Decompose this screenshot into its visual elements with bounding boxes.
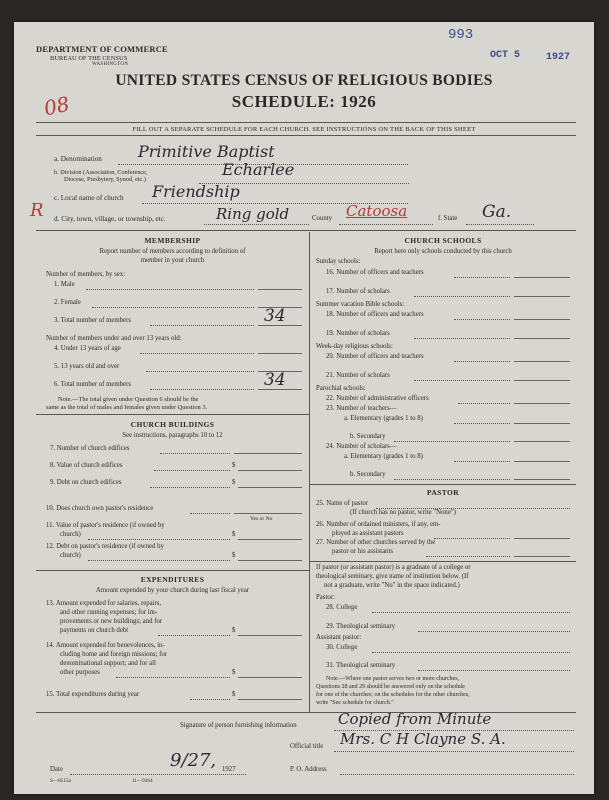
q9-answer-line [238,487,302,488]
q27-answer-line [514,556,570,557]
q4-under-13-label: 4. Under 13 years of age [54,345,121,352]
expenditures-heading: EXPENDITURES [140,575,205,584]
yes-no-hint: Yes or No [250,516,273,522]
denomination-label: a. Denomination [54,155,102,163]
stamp-date: OCT 5 [490,50,521,61]
q30-answer-line [372,652,570,653]
leader-dots [88,560,230,561]
leader-dots [414,380,510,381]
q23b-label: b. Secondary [350,433,386,440]
pastor-label: Pastor: [316,594,335,601]
leader-dots [150,487,230,488]
expenditures-subheading: Amount expended by your church during last fiscal year [95,587,250,594]
members-by-sex-label: Number of members, by sex: [46,271,126,278]
q20-answer-line [514,361,570,362]
q24b-answer-line [514,479,570,480]
church-name-label: c. Local name of church [54,194,124,202]
q18-answer-line [514,319,570,320]
schools-heading: CHURCH SCHOOLS [404,236,482,245]
q31-label: 31. Theological seminary [326,662,396,669]
stamp-number: 993 [448,27,474,43]
q25-label: 25. Name of pastor [316,500,369,507]
q19-answer-line [514,338,570,339]
division-value: Echarlee [222,160,295,179]
graduate-instruction-3: not a graduate, write "No" in the space indicated.) [324,582,460,589]
q29-label: 29. Theological seminary [326,623,396,630]
leader-dots [150,325,254,326]
q13-label-4: payments on church debt [60,627,129,634]
q24a-answer-line [514,461,570,462]
q11-value-label-2: church) [60,531,81,538]
divider [36,414,309,415]
q30-label: 30. College [326,644,358,651]
q13-answer-line [238,635,302,636]
q29-answer-line [418,631,570,632]
q23a-answer-line [514,423,570,424]
form-instruction: FILL OUT A SEPARATE SCHEDULE FOR EACH CHURCH. SEE INSTRUCTIONS ON THE BACK OF THIS SHEET [132,126,476,133]
form-code: S—8515a [50,778,71,784]
q15-dollar: $ [232,691,236,698]
q20-label: 20. Number of officers and teachers [326,353,424,360]
divider [36,230,576,231]
q4-answer-line [258,353,302,354]
q12-debt-label-2: church) [60,552,81,559]
leader-dots [434,538,510,539]
buildings-subheading: See instructions, paragraphs 10 to 12 [122,432,223,439]
q26-answer-line [514,538,570,539]
weekday-schools-label: Week-day religious schools: [316,343,393,350]
q14-dollar: $ [232,669,236,676]
q31-answer-line [418,670,570,671]
q11-dollar: $ [232,531,236,538]
q7-edifices-label: 7. Number of church edifices [50,445,130,452]
membership-note-2: same as the total of males and females given under Question 3. [46,404,208,411]
leader-dots [414,338,510,339]
q13-dollar: $ [232,627,236,634]
leader-dots [158,635,230,636]
leader-dots [190,699,230,700]
date-line [70,774,246,775]
q21-label: 21. Number of scholars [326,372,390,379]
q26-label: 26. Number of ordained ministers, if any, em- [316,521,441,528]
department-name: DEPARTMENT OF COMMERCE [36,44,168,54]
sunday-schools-label: Sunday schools: [316,258,361,265]
red-annotation-top: 08 [41,91,72,121]
q26-label-2: ployed as assistant pastors [332,530,404,537]
q11-answer-line [238,539,302,540]
q21-answer-line [514,380,570,381]
city-line [204,224,309,225]
q23a-label: a. Elementary (grades 1 to 8) [344,415,423,422]
q8-value-label: 8. Value of church edifices [50,462,123,469]
red-annotation-side: R [30,200,44,221]
q15-answer-line [238,699,302,700]
q1-answer-line [258,289,302,290]
state-label: f. State [438,215,458,222]
divider [310,561,576,562]
q10-residence-label: 10. Does church own pastor's residence [46,505,154,512]
schools-subheading: Report here only schools conducted by this church [374,248,512,255]
divider [36,712,576,713]
leader-dots [394,441,510,442]
pastor-heading: PASTOR [426,488,460,497]
q23-label: 23. Number of teachers— [326,405,397,412]
q16-label: 16. Number of officers and teachers [326,269,424,276]
church-name-value: Friendship [152,182,240,201]
date-value: 9/27, [170,750,217,771]
leader-dots [414,296,510,297]
pastor-note-3: for one of the churches; on the schedules for the other churches, [316,692,470,698]
signature-label: Signature of person furnishing information [180,722,297,729]
q14-label-3: denominational support; and for all [60,660,156,667]
stamp-year: 1927 [546,52,571,63]
summer-schools-label: Summer vacation Bible schools: [316,301,405,308]
q27-label: 27. Number of other churches served by the [316,539,436,546]
address-label: P. O. Address [290,766,327,773]
q12-debt-label: 12. Debt on pastor's residence (if owned by [46,543,164,550]
bureau-city: WASHINGTON [92,62,129,67]
city-label: d. City, town, village, or township, etc. [54,215,166,223]
leader-dots [160,453,230,454]
graduate-instruction-2: theological seminary, give name of institution below. (If [316,573,469,580]
assistant-pastor-label: Assistant pastor: [316,634,362,641]
q22-label: 22. Number of administrative officers [326,395,429,402]
date-label: Date [50,766,63,773]
leader-dots [454,423,510,424]
membership-subheading-2: member in your church [140,257,205,264]
q28-label: 28. College [326,604,358,611]
q16-answer-line [514,277,570,278]
q9-dollar: $ [232,479,236,486]
graduate-instruction: If pastor (or assistant pastor) is a graduate of a college or [316,564,471,571]
q19-label: 19. Number of scholars [326,330,390,337]
q23b-answer-line [514,441,570,442]
q13-label: 13. Amount expended for salaries, repairs, [46,600,162,607]
leader-dots [454,461,510,462]
official-title-value: Mrs. C H Clayne S. A. [340,730,506,748]
date-year: 1927 [222,766,236,773]
leader-dots [92,307,254,308]
q17-answer-line [514,296,570,297]
denomination-value: Primitive Baptist [138,142,275,161]
pastor-note-2: Questions 28 and 29 should be answered only on the schedule [316,684,465,690]
pastor-note: Note.—Where one pastor serves two or more churches, [326,676,460,682]
division-label-2: Diocese, Presbytery, Synod, etc.) [64,176,146,183]
column-divider [309,232,310,712]
q9-debt-label: 9. Debt on church edifices [50,479,122,486]
divider [36,122,576,123]
q8-answer-line [238,470,302,471]
q3-total-value: 34 [264,306,286,326]
q24-label: 24. Number of scholars— [326,443,397,450]
census-schedule-form [14,22,594,794]
q5-over-13-label: 5. 13 years old and over [54,363,120,370]
leader-dots [190,513,230,514]
q14-label-4: other purposes [60,669,100,676]
leader-dots [426,556,510,557]
leader-dots [458,403,510,404]
q15-label: 15. Total expenditures during year [46,691,140,698]
q1-male-label: 1. Male [54,281,75,288]
q6-total-value: 34 [264,370,286,390]
divider [36,570,309,571]
form-subtitle: SCHEDULE: 1926 [231,92,377,111]
pastor-note-4: write "See schedule for church." [316,700,394,706]
county-value: Catoosa [346,202,408,220]
q8-dollar: $ [232,462,236,469]
membership-subheading: Report number of members according to definition of [99,248,246,255]
q14-label-2: cluding home and foreign missions; for [60,651,168,658]
q22-answer-line [514,403,570,404]
signature-value: Copied from Minute [338,710,492,728]
q28-answer-line [372,612,570,613]
q12-dollar: $ [232,552,236,559]
official-title-label: Official title [290,743,324,750]
q18-label: 18. Number of officers and teachers [326,311,424,318]
q24a-label: a. Elementary (grades 1 to 8) [344,453,423,460]
state-line [466,224,534,225]
address-line [340,774,574,775]
parochial-schools-label: Parochial schools: [316,385,366,392]
membership-heading: MEMBERSHIP [144,236,201,245]
q14-answer-line [238,677,302,678]
leader-dots [146,371,254,372]
q10-answer-line [234,513,302,514]
q6-total-label: 6. Total number of members [54,381,131,388]
q2-female-label: 2. Female [54,299,81,306]
leader-dots [88,539,230,540]
county-label: County [312,215,333,222]
q13-label-2: and other running expenses; for im- [60,609,158,616]
leader-dots [454,319,510,320]
bureau-name: BUREAU OF THE CENSUS [50,55,128,62]
q7-answer-line [234,453,302,454]
leader-dots [140,353,254,354]
q12-answer-line [238,560,302,561]
leader-dots [454,361,510,362]
q3-total-label: 3. Total number of members [54,317,131,324]
print-code: 11—9364 [132,778,153,784]
city-value: Ring gold [216,205,290,223]
buildings-heading: CHURCH BUILDINGS [130,420,215,429]
q25-note: (If church has no pastor, write "None") [350,509,456,516]
divider [36,135,576,136]
q14-label: 14. Amount expended for benevolences, in- [46,642,165,649]
q27-label-2: pastor or his assistants [332,548,393,555]
q24b-label: b. Secondary [350,471,386,478]
leader-dots [116,677,230,678]
division-label: b. Division (Association, Conference, [54,169,148,176]
leader-dots [394,479,510,480]
members-by-age-label: Number of members under and over 13 years old: [46,335,182,342]
membership-note: Note.—The total given under Question 6 should be the [58,396,199,403]
state-value: Ga. [482,202,512,222]
leader-dots [454,277,510,278]
q13-label-3: provements or new buildings; and for [60,618,163,625]
county-line [339,224,433,225]
divider [310,484,576,485]
leader-dots [150,389,254,390]
official-title-line [334,751,574,752]
leader-dots [154,470,230,471]
leader-dots [86,289,254,290]
q11-value-label: 11. Value of pastor's residence (if owned by [46,522,165,529]
q17-label: 17. Number of scholars [326,288,390,295]
form-title: UNITED STATES CENSUS OF RELIGIOUS BODIES [115,72,493,89]
